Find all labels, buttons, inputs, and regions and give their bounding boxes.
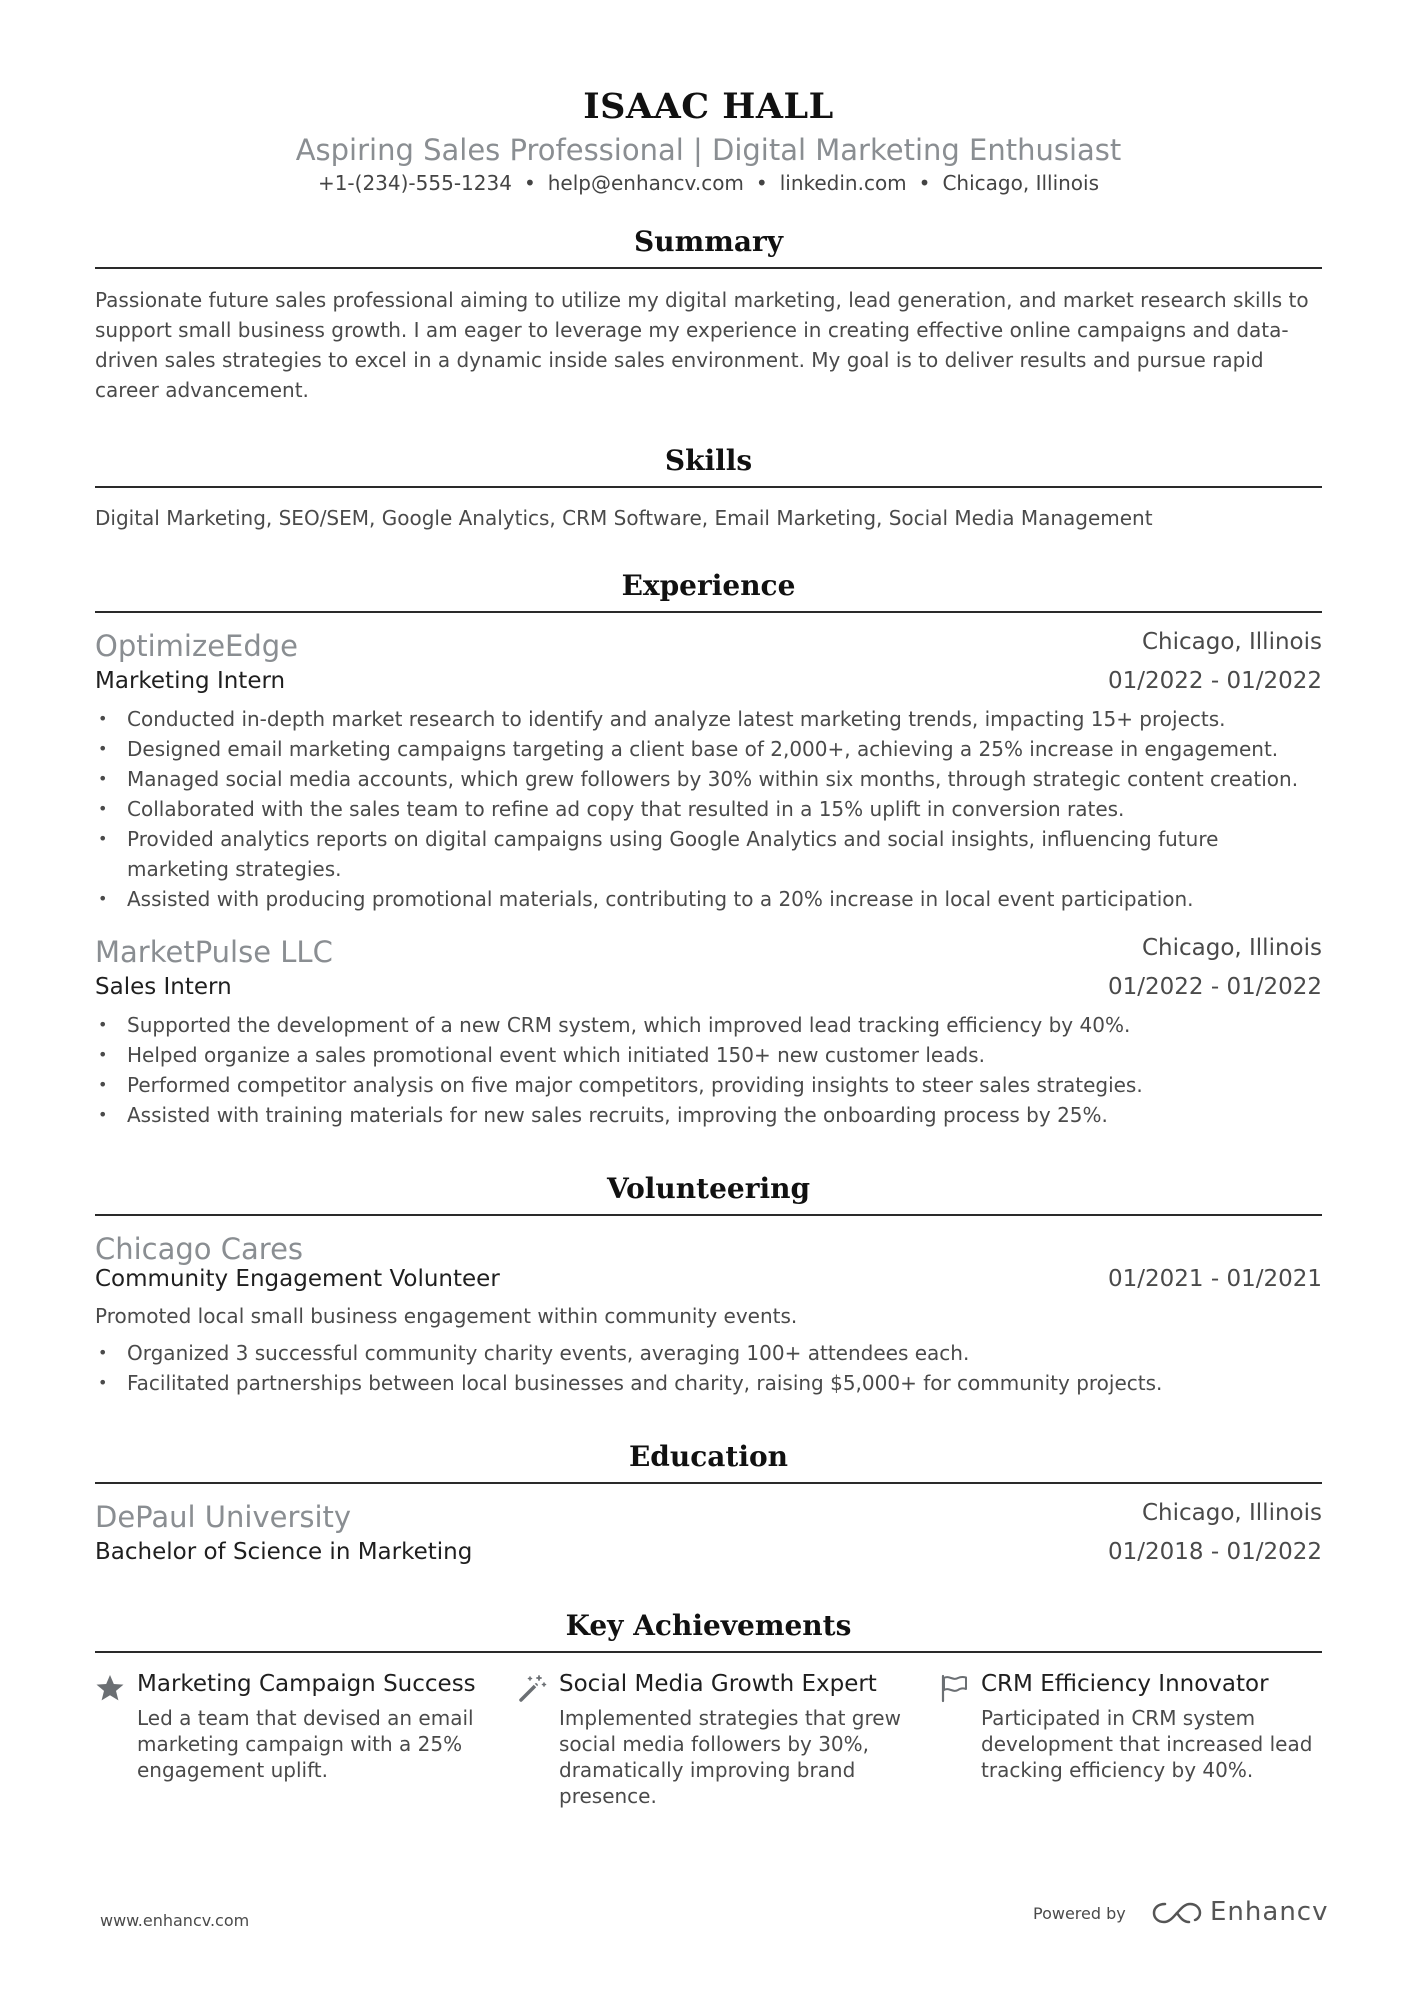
- contact-line: [95, 171, 1322, 195]
- list-item: • Performed competitor analysis on five major competitors, providing insights to steer sales strategies.: [95, 1070, 1322, 1100]
- separator-dot: •: [918, 171, 931, 195]
- separator-dot: •: [523, 171, 536, 195]
- star-icon: [95, 1673, 125, 1703]
- list-item: • Assisted with training materials for new sales recruits, improving the onboarding process by 25%.: [95, 1100, 1322, 1130]
- magic-wand-icon: [517, 1673, 547, 1703]
- flag-icon: [939, 1673, 969, 1703]
- degree: Bachelor of Science in Marketing: [95, 1539, 473, 1565]
- list-item: • Facilitated partnerships between local businesses and charity, raising $5,000+ for community projects.: [95, 1368, 1322, 1398]
- website-link[interactable]: linkedin.com: [779, 171, 907, 195]
- volunteer-role: Community Engagement Volunteer: [95, 1266, 500, 1292]
- job-role: Marketing Intern: [95, 668, 286, 694]
- list-item: • Managed social media accounts, which grew followers by 30% within six months, through strategic content creation.: [95, 764, 1322, 794]
- section-divider: [95, 486, 1322, 488]
- footer-powered-by: Powered by: [1033, 1904, 1126, 1923]
- summary-text: Passionate future sales professional aiming to utilize my digital marketing, lead generation, and market research skills to support small business growth. I am eager to leverage my experience in creating effective online campaigns and data-driven sales strategies to excel in a dynamic inside sales environment. My goal is to deliver results and pursue rapid career advancement.: [95, 288, 1309, 402]
- volunteer-dates: 01/2021 - 01/2021: [1107, 1266, 1322, 1292]
- achievement-title: Marketing Campaign Success: [137, 1671, 476, 1697]
- education-dates: 01/2018 - 01/2022: [1107, 1539, 1322, 1565]
- school-location: Chicago, Illinois: [1141, 1500, 1322, 1526]
- section-divider: [95, 1482, 1322, 1484]
- candidate-name: ISAAC HALL: [583, 86, 834, 127]
- job-bullets: [95, 704, 1322, 914]
- summary-heading: Summary: [634, 225, 783, 258]
- list-item: • Designed email marketing campaigns targeting a client base of 2,000+, achieving a 25% increase in engagement.: [95, 734, 1322, 764]
- achievement-title: Social Media Growth Expert: [559, 1671, 877, 1697]
- separator-dot: •: [755, 171, 768, 195]
- education-heading: Education: [628, 1440, 789, 1473]
- location: Chicago, Illinois: [942, 171, 1100, 195]
- volunteer-bullets: [95, 1338, 1322, 1398]
- achievement-title: CRM Efficiency Innovator: [981, 1671, 1269, 1697]
- job-dates: 01/2022 - 01/2022: [1107, 668, 1322, 694]
- company-name: MarketPulse LLC: [95, 935, 333, 969]
- skills-heading: Skills: [664, 444, 753, 477]
- achievement-description: Participated in CRM system development that increased lead tracking efficiency by 40%.: [981, 1706, 1313, 1782]
- phone[interactable]: +1-(234)-555-1234: [317, 171, 512, 195]
- list-item: • Organized 3 successful community charity events, averaging 100+ attendees each.: [95, 1338, 1322, 1368]
- list-item: • Assisted with producing promotional materials, contributing to a 20% increase in local event participation.: [95, 884, 1322, 914]
- achievements-heading: Key Achievements: [565, 1609, 852, 1642]
- candidate-subtitle: Aspiring Sales Professional | Digital Marketing Enthusiast: [295, 133, 1122, 167]
- job-location: Chicago, Illinois: [1141, 935, 1322, 961]
- achievement-description: Led a team that devised an email marketing campaign with a 25% engagement uplift.: [137, 1706, 474, 1782]
- job-bullets: [95, 1010, 1322, 1130]
- list-item: • Helped organize a sales promotional event which initiated 150+ new customer leads.: [95, 1040, 1322, 1070]
- section-divider: [95, 267, 1322, 269]
- company-name: OptimizeEdge: [95, 629, 299, 663]
- job-dates: 01/2022 - 01/2022: [1107, 974, 1322, 1000]
- email[interactable]: help@enhancv.com: [547, 171, 744, 195]
- enhancv-logo-icon: [1152, 1900, 1202, 1926]
- list-item: • Collaborated with the sales team to refine ad copy that resulted in a 15% uplift in conversion rates.: [95, 794, 1322, 824]
- list-item: • Supported the development of a new CRM system, which improved lead tracking efficiency by 40%.: [95, 1010, 1322, 1040]
- volunteer-description: Promoted local small business engagement within community events.: [95, 1304, 798, 1328]
- footer-website-link[interactable]: www.enhancv.com: [100, 1911, 250, 1930]
- achievement-description: Implemented strategies that grew social media followers by 30%, dramatically improving brand presence.: [559, 1706, 901, 1808]
- skills-text: Digital Marketing, SEO/SEM, Google Analytics, CRM Software, Email Marketing, Social Media Management: [95, 506, 1153, 530]
- list-item: • Provided analytics reports on digital campaigns using Google Analytics and social insights, influencing future marketing strategies.: [95, 824, 1322, 884]
- volunteer-org: Chicago Cares: [95, 1232, 304, 1266]
- list-item: • Conducted in-depth market research to identify and analyze latest marketing trends, impacting 15+ projects.: [95, 704, 1322, 734]
- school-name: DePaul University: [95, 1500, 352, 1534]
- volunteering-heading: Volunteering: [606, 1172, 811, 1205]
- footer-brand-name[interactable]: Enhancv: [1210, 1897, 1329, 1927]
- section-divider: [95, 1651, 1322, 1653]
- section-divider: [95, 611, 1322, 613]
- section-divider: [95, 1214, 1322, 1216]
- job-role: Sales Intern: [95, 974, 232, 1000]
- job-location: Chicago, Illinois: [1141, 629, 1322, 655]
- experience-heading: Experience: [621, 569, 796, 602]
